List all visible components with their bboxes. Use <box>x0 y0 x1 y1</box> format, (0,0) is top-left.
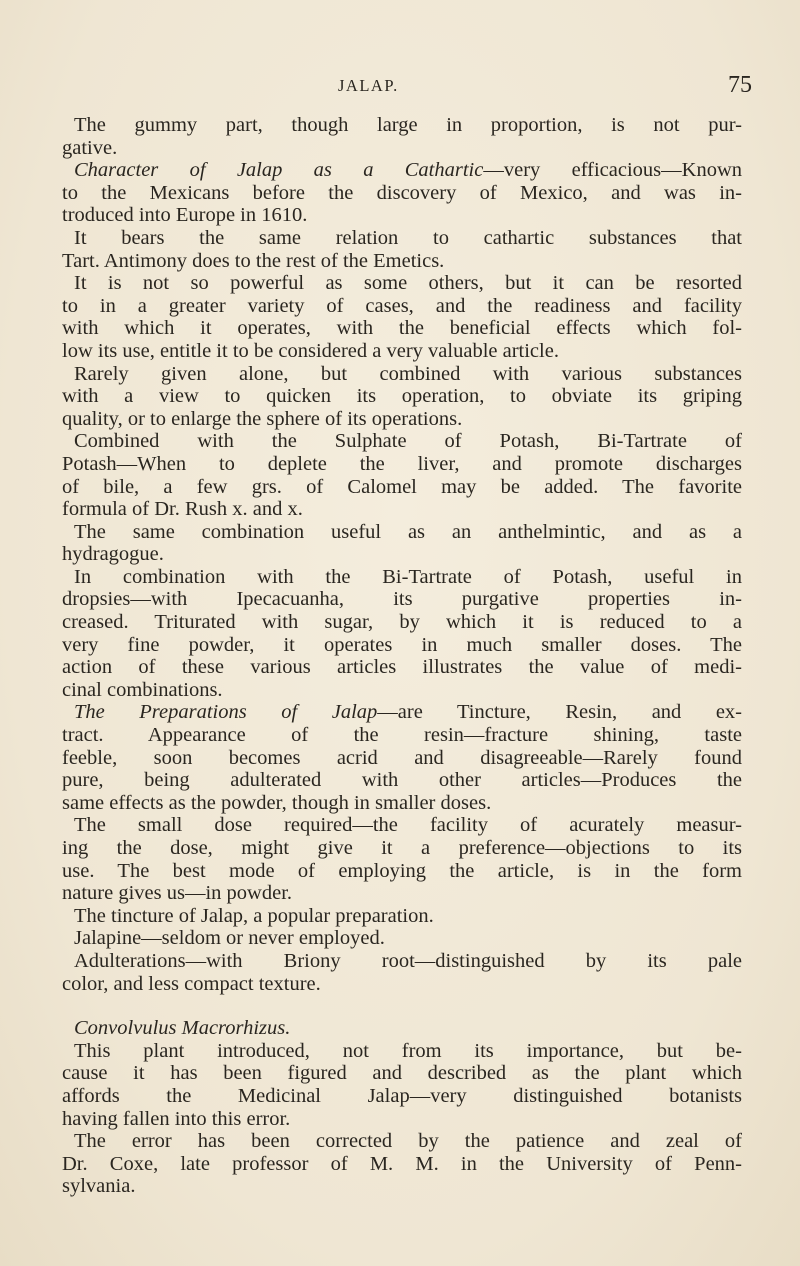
text-line <box>62 588 742 611</box>
text-line <box>62 272 742 295</box>
text-line <box>62 905 742 928</box>
italic-heading: Character of Jalap as a Cathartic <box>74 159 484 182</box>
text-line <box>62 430 742 453</box>
line-text: having fallen into this error. <box>62 1107 291 1130</box>
text-line <box>62 543 742 566</box>
line-text: Jalapine—seldom or never employed. <box>74 927 385 950</box>
line-text: pure, being adulterated with other articles—Produces the <box>62 769 742 792</box>
text-line <box>62 1130 742 1153</box>
text-line <box>62 769 742 792</box>
text-line <box>62 1040 742 1063</box>
line-text: cause it has been figured and described as the plant which <box>62 1062 742 1085</box>
line-text: hydragogue. <box>62 543 164 566</box>
text-line <box>62 204 742 227</box>
text-line <box>62 566 742 589</box>
line-text: sylvania. <box>62 1175 136 1198</box>
text-line <box>62 317 742 340</box>
line-text: action of these various articles illustrates the value of medi- <box>62 656 742 679</box>
line-text: quality, or to enlarge the sphere of its operations. <box>62 407 463 430</box>
line-text: to in a greater variety of cases, and the readiness and facility <box>62 294 742 317</box>
line-text: color, and less compact texture. <box>62 972 321 995</box>
line-text: cinal combinations. <box>62 678 223 701</box>
text-line <box>62 385 742 408</box>
text-line <box>62 860 742 883</box>
text-line <box>62 950 742 973</box>
page-header <box>0 72 800 106</box>
text-line <box>62 701 742 724</box>
line-text: very fine powder, it operates in much smaller doses. The <box>62 633 742 656</box>
text-line <box>62 927 742 950</box>
text-line <box>62 521 742 544</box>
text-line <box>62 114 742 137</box>
line-text: It is not so powerful as some others, but it can be resorted <box>74 272 742 295</box>
line-text: Tart. Antimony does to the rest of the Emetics. <box>62 249 445 272</box>
body-text <box>62 114 742 1198</box>
text-line <box>62 1153 742 1176</box>
line-text: use. The best mode of employing the article, is in the form <box>62 859 742 882</box>
line-text: The small dose required—the facility of acurately measur- <box>74 814 742 837</box>
line-text: Potash—When to deplete the liver, and promote discharges <box>62 452 742 475</box>
text-line <box>62 159 742 182</box>
text-line <box>62 792 742 815</box>
line-text: creased. Triturated with sugar, by which it is reduced to a <box>62 611 742 634</box>
text-line <box>62 182 742 205</box>
text-line <box>62 634 742 657</box>
line-text: nature gives us—in powder. <box>62 882 293 905</box>
line-text: to the Mexicans before the discovery of Mexico, and was in- <box>62 181 742 204</box>
line-text: tract. Appearance of the resin—fracture shining, taste <box>62 724 742 747</box>
text-line <box>62 498 742 521</box>
text-line <box>62 724 742 747</box>
line-text: —are Tincture, Resin, and ex- <box>377 701 742 724</box>
line-text: with a view to quicken its operation, to obviate its griping <box>62 385 742 408</box>
line-text: affords the Medicinal Jalap—very distinguished botanists <box>62 1084 742 1107</box>
text-line <box>62 814 742 837</box>
line-text: The error has been corrected by the patience and zeal of <box>74 1130 742 1153</box>
italic-heading: The Preparations of Jalap <box>74 701 378 724</box>
text-line <box>62 295 742 318</box>
text-line <box>62 1062 742 1085</box>
text-line <box>62 882 742 905</box>
text-line <box>62 363 742 386</box>
section-gap <box>62 995 742 1017</box>
text-line <box>62 476 742 499</box>
text-line <box>62 747 742 770</box>
text-line <box>62 973 742 996</box>
line-text: troduced into Europe in 1610. <box>62 204 308 227</box>
line-text: dropsies—with Ipecacuanha, its purgative properties in- <box>62 588 742 611</box>
line-text: Dr. Coxe, late professor of M. M. in the University of Penn- <box>62 1152 742 1175</box>
italic-heading: Convolvulus Macrorhizus. <box>74 1017 291 1040</box>
line-text: low its use, entitle it to be considered a very valuable article. <box>62 339 559 362</box>
line-text: Adulterations—with Briony root—distinguished by its pale <box>74 949 742 972</box>
text-line <box>62 1017 742 1040</box>
line-text: This plant introduced, not from its importance, but be- <box>74 1039 742 1062</box>
text-line <box>62 1108 742 1131</box>
text-line <box>62 340 742 363</box>
line-text: The same combination useful as an anthelmintic, and as a <box>74 520 742 543</box>
text-line <box>62 250 742 273</box>
line-text: It bears the same relation to cathartic substances that <box>74 226 742 249</box>
line-text: of bile, a few grs. of Calomel may be added. The favorite <box>62 475 742 498</box>
line-text: Rarely given alone, but combined with various substances <box>74 362 742 385</box>
text-line <box>62 837 742 860</box>
line-text: —very efficacious—Known <box>483 159 742 182</box>
page-number: 75 <box>728 72 752 98</box>
text-line <box>62 656 742 679</box>
line-text: gative. <box>62 136 118 159</box>
line-text: feeble, soon becomes acrid and disagreeable—Rarely found <box>62 746 742 769</box>
line-text: In combination with the Bi-Tartrate of Potash, useful in <box>74 565 742 588</box>
text-line <box>62 1175 742 1198</box>
text-line <box>62 453 742 476</box>
line-text: ing the dose, might give it a preference—objections to its <box>62 837 742 859</box>
line-text: Combined with the Sulphate of Potash, Bi-Tartrate of <box>74 430 742 453</box>
running-head: JALAP. <box>338 76 399 95</box>
line-text: The gummy part, though large in proportion, is not pur- <box>74 114 742 136</box>
line-text: The tincture of Jalap, a popular preparation. <box>74 904 434 927</box>
text-line <box>62 1085 742 1108</box>
text-line <box>62 679 742 702</box>
line-text: same effects as the powder, though in smaller doses. <box>62 791 492 814</box>
line-text: formula of Dr. Rush x. and x. <box>62 498 303 521</box>
line-text: with which it operates, with the beneficial effects which fol- <box>62 317 742 340</box>
text-line <box>62 137 742 160</box>
text-line <box>62 227 742 250</box>
text-line <box>62 611 742 634</box>
text-line <box>62 408 742 431</box>
